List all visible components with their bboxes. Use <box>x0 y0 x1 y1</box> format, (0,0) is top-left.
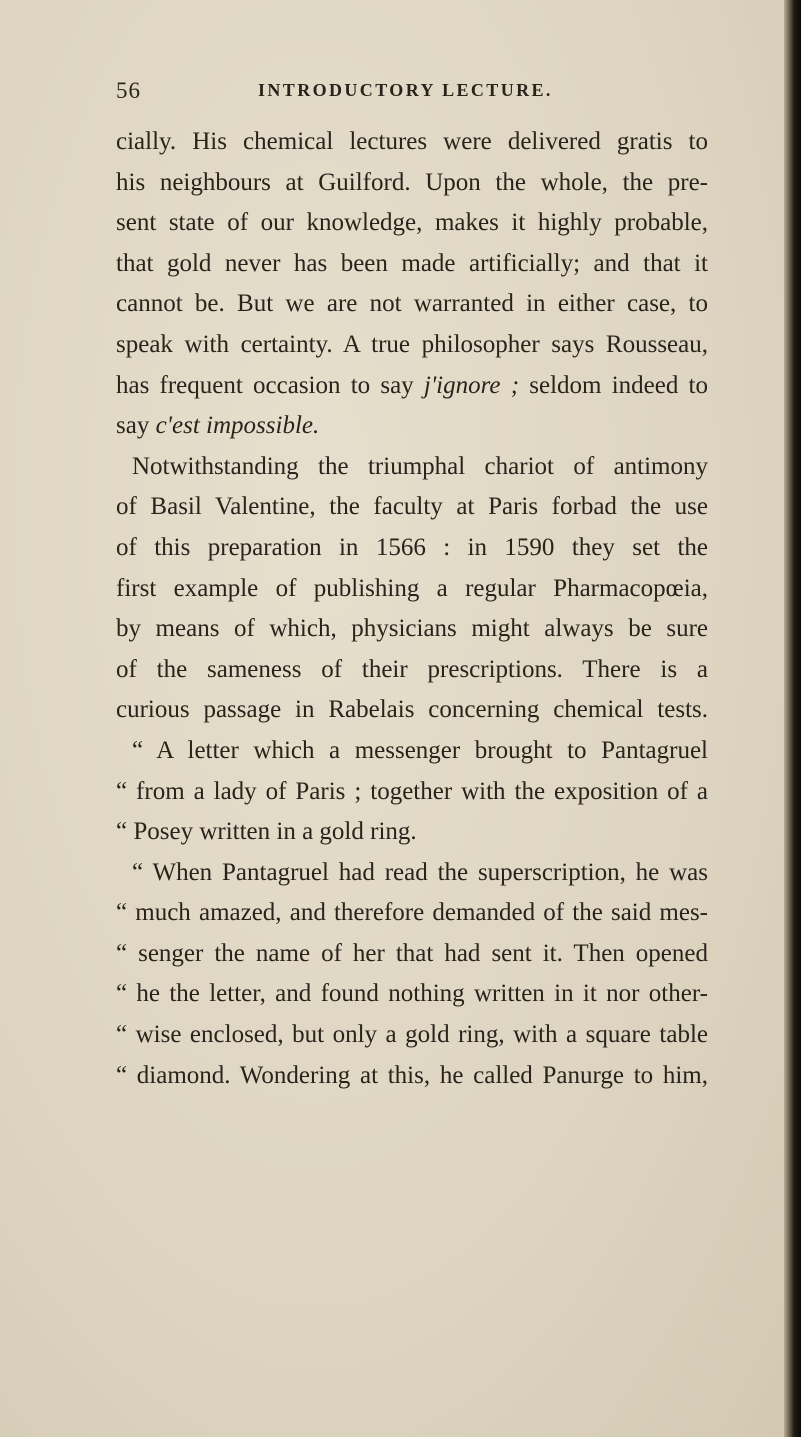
text-line: of this preparation in 1566 : in 1590 they set the <box>116 533 708 561</box>
page-header <box>116 78 586 108</box>
text-line: cially. His chemical lectures were delivered gratis to <box>116 128 708 155</box>
book-spine-shadow <box>784 0 801 1437</box>
italic-phrase: c'est impossible. <box>155 412 320 440</box>
text-line: his neighbours at Guilford. Upon the whole, the pre- <box>116 168 708 196</box>
text-line: sent state of our knowledge, makes it highly probable, <box>116 209 708 237</box>
quote-line: “ senger the name of her that had sent it. Then opened <box>116 939 708 967</box>
text-line: cannot be. But we are not warranted in either case, to <box>116 290 708 318</box>
quote-line: “ from a lady of Paris ; together with the exposition of a <box>116 777 708 805</box>
text-line: of the sameness of their prescriptions. There is a <box>116 655 708 683</box>
text-line: that gold never has been made artificially; and that it <box>116 249 708 277</box>
text-line <box>116 406 708 447</box>
running-head: INTRODUCTORY LECTURE. <box>258 80 553 100</box>
text-segment: has frequent occasion to say <box>116 371 424 399</box>
text-line <box>116 366 708 407</box>
text-line: by means of which, physicians might always be sure <box>116 615 708 643</box>
text-line: first example of publishing a regular Pharmacopœia, <box>116 574 708 602</box>
text-line: speak with certainty. A true philosopher says Rousseau, <box>116 330 708 358</box>
italic-phrase: j'ignore ; <box>423 371 520 399</box>
text-line: curious passage in Rabelais concerning chemical tests. <box>116 696 708 724</box>
text-segment: seldom indeed to <box>519 371 708 399</box>
text-line: of Basil Valentine, the faculty at Paris forbad the use <box>116 493 708 521</box>
quote-line: “ much amazed, and therefore demanded of the said mes- <box>116 899 708 927</box>
quote-line: “ he the letter, and found nothing written in it nor other- <box>116 980 708 1008</box>
quote-line: “ When Pantagruel had read the superscription, he was <box>132 858 708 886</box>
text-line: Notwithstanding the triumphal chariot of antimony <box>132 452 708 480</box>
quote-line: “ wise enclosed, but only a gold ring, with a square table <box>116 1021 708 1049</box>
page-number: 56 <box>116 78 141 103</box>
text-segment: say <box>116 412 156 440</box>
quote-line: “ A letter which a messenger brought to Pantagruel <box>132 736 708 764</box>
quote-line: “ diamond. Wondering at this, he called Panurge to him, <box>116 1061 708 1089</box>
body-text <box>116 122 716 1096</box>
quote-line: “ Posey written in a gold ring. <box>116 818 417 846</box>
